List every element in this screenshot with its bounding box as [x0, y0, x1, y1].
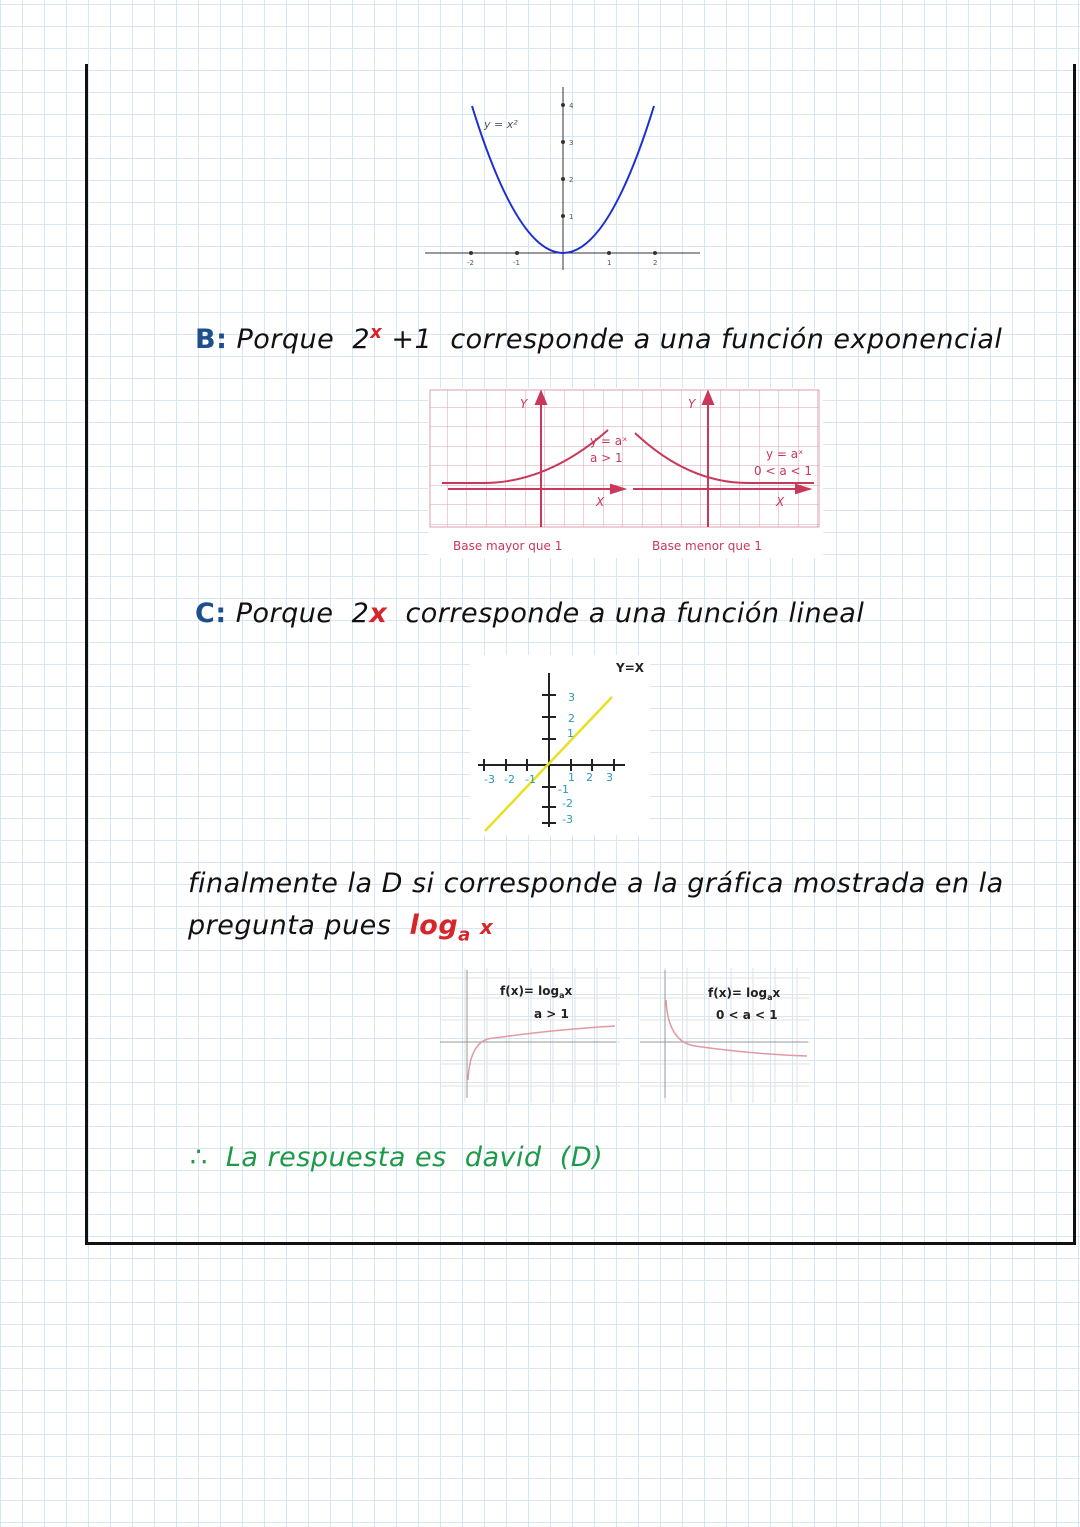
formula: y = aˣ [766, 447, 804, 461]
condition: 0 < a < 1 [754, 464, 812, 478]
text: pregunta pues [188, 910, 392, 941]
y-tick: 3 [568, 691, 575, 704]
line-label: Y=X [616, 661, 644, 675]
formula: $f(x)= \log_ax$ [500, 984, 573, 1000]
variable: x [369, 598, 388, 629]
y-tick: -2 [562, 797, 573, 810]
x-tick: -2 [504, 773, 515, 786]
x-tick: 1 [607, 259, 612, 267]
option-letter: C: [195, 598, 227, 629]
parabola-label: y = x² [484, 118, 518, 131]
conclusion-line-1: finalmente la D si corresponde a la gráfica mostrada en la [188, 868, 1004, 899]
answer-name: david [464, 1142, 542, 1173]
y-tick: 1 [567, 727, 574, 740]
option-c-line [195, 598, 864, 629]
text: Porque [235, 598, 334, 629]
x-axis-label: X [776, 495, 785, 509]
x-tick: 2 [653, 259, 658, 267]
frame-left-border [85, 64, 88, 1245]
option-b-line [195, 322, 1002, 355]
exponential-graph [428, 388, 823, 558]
conclusion-line-2 [188, 910, 493, 945]
caption: Base menor que 1 [652, 539, 762, 553]
y-axis-label: Y [688, 397, 696, 411]
answer-letter: (D) [559, 1142, 604, 1173]
formula: y = aˣ [590, 434, 628, 448]
text: corresponde a una función exponencial [450, 324, 1003, 355]
x-tick: 1 [568, 771, 575, 784]
expression: +1 [391, 324, 433, 355]
text: corresponde a una función lineal [405, 598, 865, 629]
x-tick: -1 [513, 259, 520, 267]
y-tick: -1 [558, 783, 569, 796]
frame-right-border [1073, 64, 1076, 1245]
x-tick: -3 [484, 773, 495, 786]
frame-bottom-border [85, 1242, 1076, 1245]
y-tick: 3 [569, 139, 574, 147]
option-letter: B: [195, 324, 228, 355]
condition: a > 1 [534, 1007, 569, 1021]
condition: 0 < a < 1 [716, 1008, 778, 1022]
log-expression: log [409, 910, 459, 941]
answer-text: La respuesta es [225, 1142, 447, 1173]
text: Porque [236, 324, 335, 355]
log-graph-a-less-1 [640, 968, 810, 1103]
condition: a > 1 [590, 451, 623, 465]
x-tick: -2 [467, 259, 474, 267]
y-axis-label: Y [520, 397, 528, 411]
exponent: x [370, 322, 383, 343]
y-tick: 2 [569, 176, 574, 184]
x-tick: 2 [586, 771, 593, 784]
log-base: a [458, 924, 471, 946]
log-variable: x [479, 915, 494, 939]
x-axis-label: X [596, 495, 605, 509]
y-tick: 1 [569, 213, 574, 221]
y-tick: 2 [568, 712, 575, 725]
x-tick: -1 [525, 773, 536, 786]
log-graph-a-greater-1 [440, 968, 620, 1103]
expression: 2 [351, 598, 370, 629]
formula: $f(x)= \log_ax$ [708, 986, 781, 1002]
answer-line [190, 1142, 603, 1173]
parabola-graph [420, 82, 710, 272]
caption: Base mayor que 1 [453, 539, 563, 553]
therefore-symbol: ∴ [190, 1142, 208, 1173]
linear-graph [470, 655, 650, 835]
y-tick: -3 [562, 813, 573, 826]
expression: 2 [352, 324, 371, 355]
x-tick: 3 [606, 771, 613, 784]
y-tick: 4 [569, 102, 574, 110]
